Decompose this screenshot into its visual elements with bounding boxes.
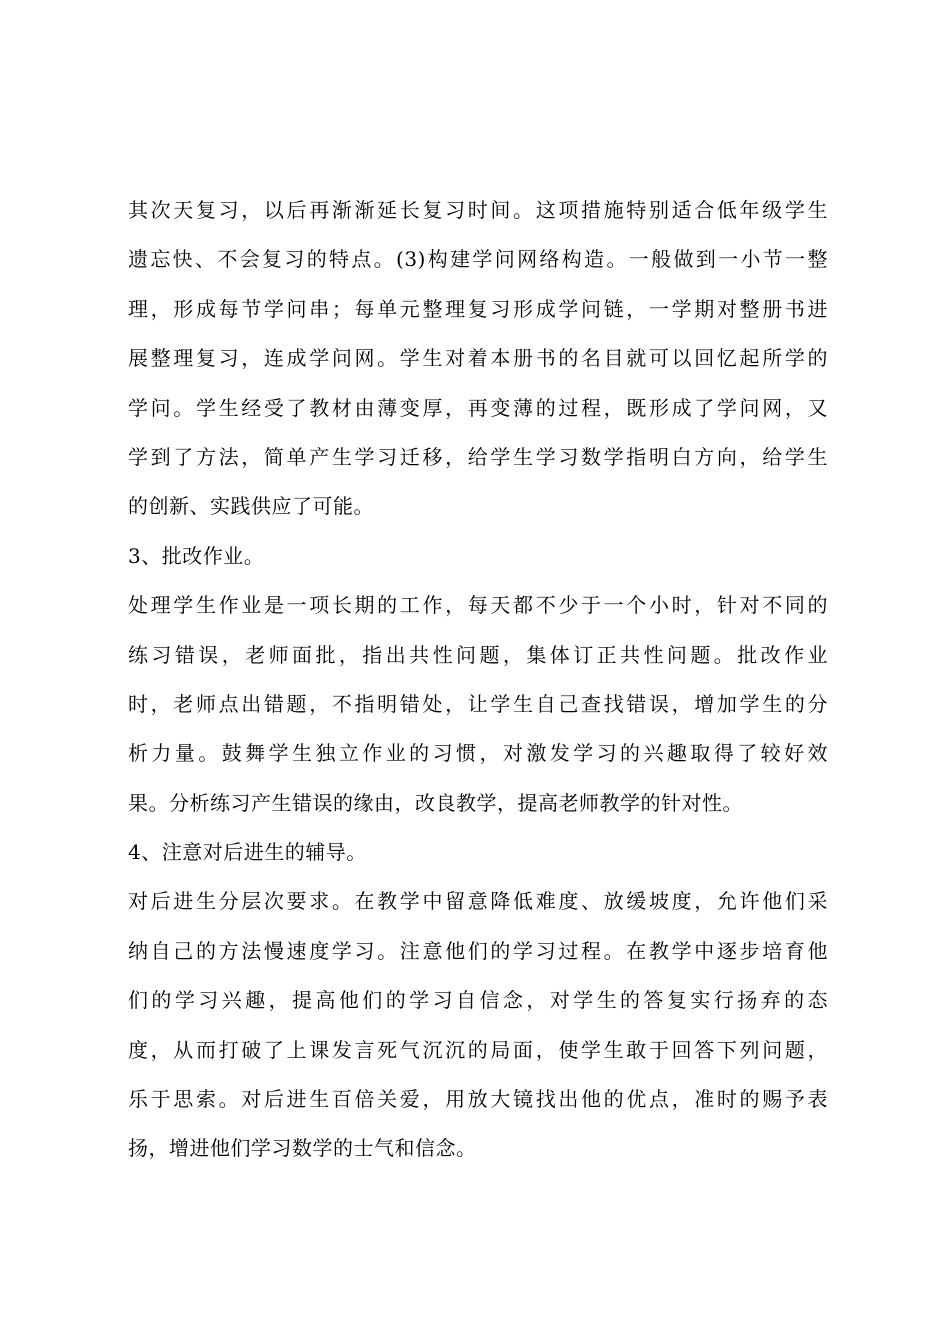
text-line: 们的学习兴趣，提高他们的学习自信念，对学生的答复实行扬弃的态 [128, 988, 828, 1013]
body-text [128, 186, 828, 1174]
text-line: 乐于思索。对后进生百倍关爱，用放大镜找出他的优点，准时的赐予表 [128, 1087, 828, 1112]
text-line: 纳自己的方法慢速度学习。注意他们的学习过程。在教学中逐步培育他 [128, 938, 828, 963]
text-line: 的创新、实践供应了可能。 [128, 494, 374, 519]
text-line: 果。分析练习产生错误的缘由，改良教学，提高老师教学的针对性。 [128, 790, 743, 815]
text-line: 其次天复习，以后再渐渐延长复习时间。这项措施特别适合低年级学生 [128, 198, 828, 222]
text-line: 展整理复习，连成学问网。学生对着本册书的名目就可以回忆起所学的 [128, 346, 828, 371]
text-line: 学到了方法，简单产生学习迁移，给学生学习数学指明白方向，给学生 [128, 444, 828, 469]
text-line: 学问。学生经受了教材由薄变厚，再变薄的过程，既形成了学问网，又 [128, 395, 828, 420]
text-line: 处理学生作业是一项长期的工作，每天都不少于一个小时，针对不同的 [128, 593, 828, 618]
text-line: 遗忘快、不会复习的特点。(3)构建学问网络构造。一般做到一小节一整 [128, 247, 828, 272]
section-heading: 3、批改作业。 [128, 543, 265, 568]
text-line: 时，老师点出错题，不指明错处，让学生自己查找错误，增加学生的分 [128, 691, 828, 716]
text-line: 析力量。鼓舞学生独立作业的习惯，对激发学习的兴趣取得了较好效 [128, 741, 828, 766]
text-line: 扬，增进他们学习数学的士气和信念。 [128, 1136, 477, 1161]
text-line: 理，形成每节学问串；每单元整理复习形成学问链，一学期对整册书进 [128, 296, 828, 321]
text-line: 对后进生分层次要求。在教学中留意降低难度、放缓坡度，允许他们采 [128, 889, 828, 914]
section-heading: 4、注意对后进生的辅导。 [128, 840, 367, 865]
text-line: 度，从而打破了上课发言死气沉沉的局面，使学生敢于回答下列问题， [128, 1037, 828, 1062]
text-line: 练习错误，老师面批，指出共性问题，集体订正共性问题。批改作业 [128, 642, 828, 667]
